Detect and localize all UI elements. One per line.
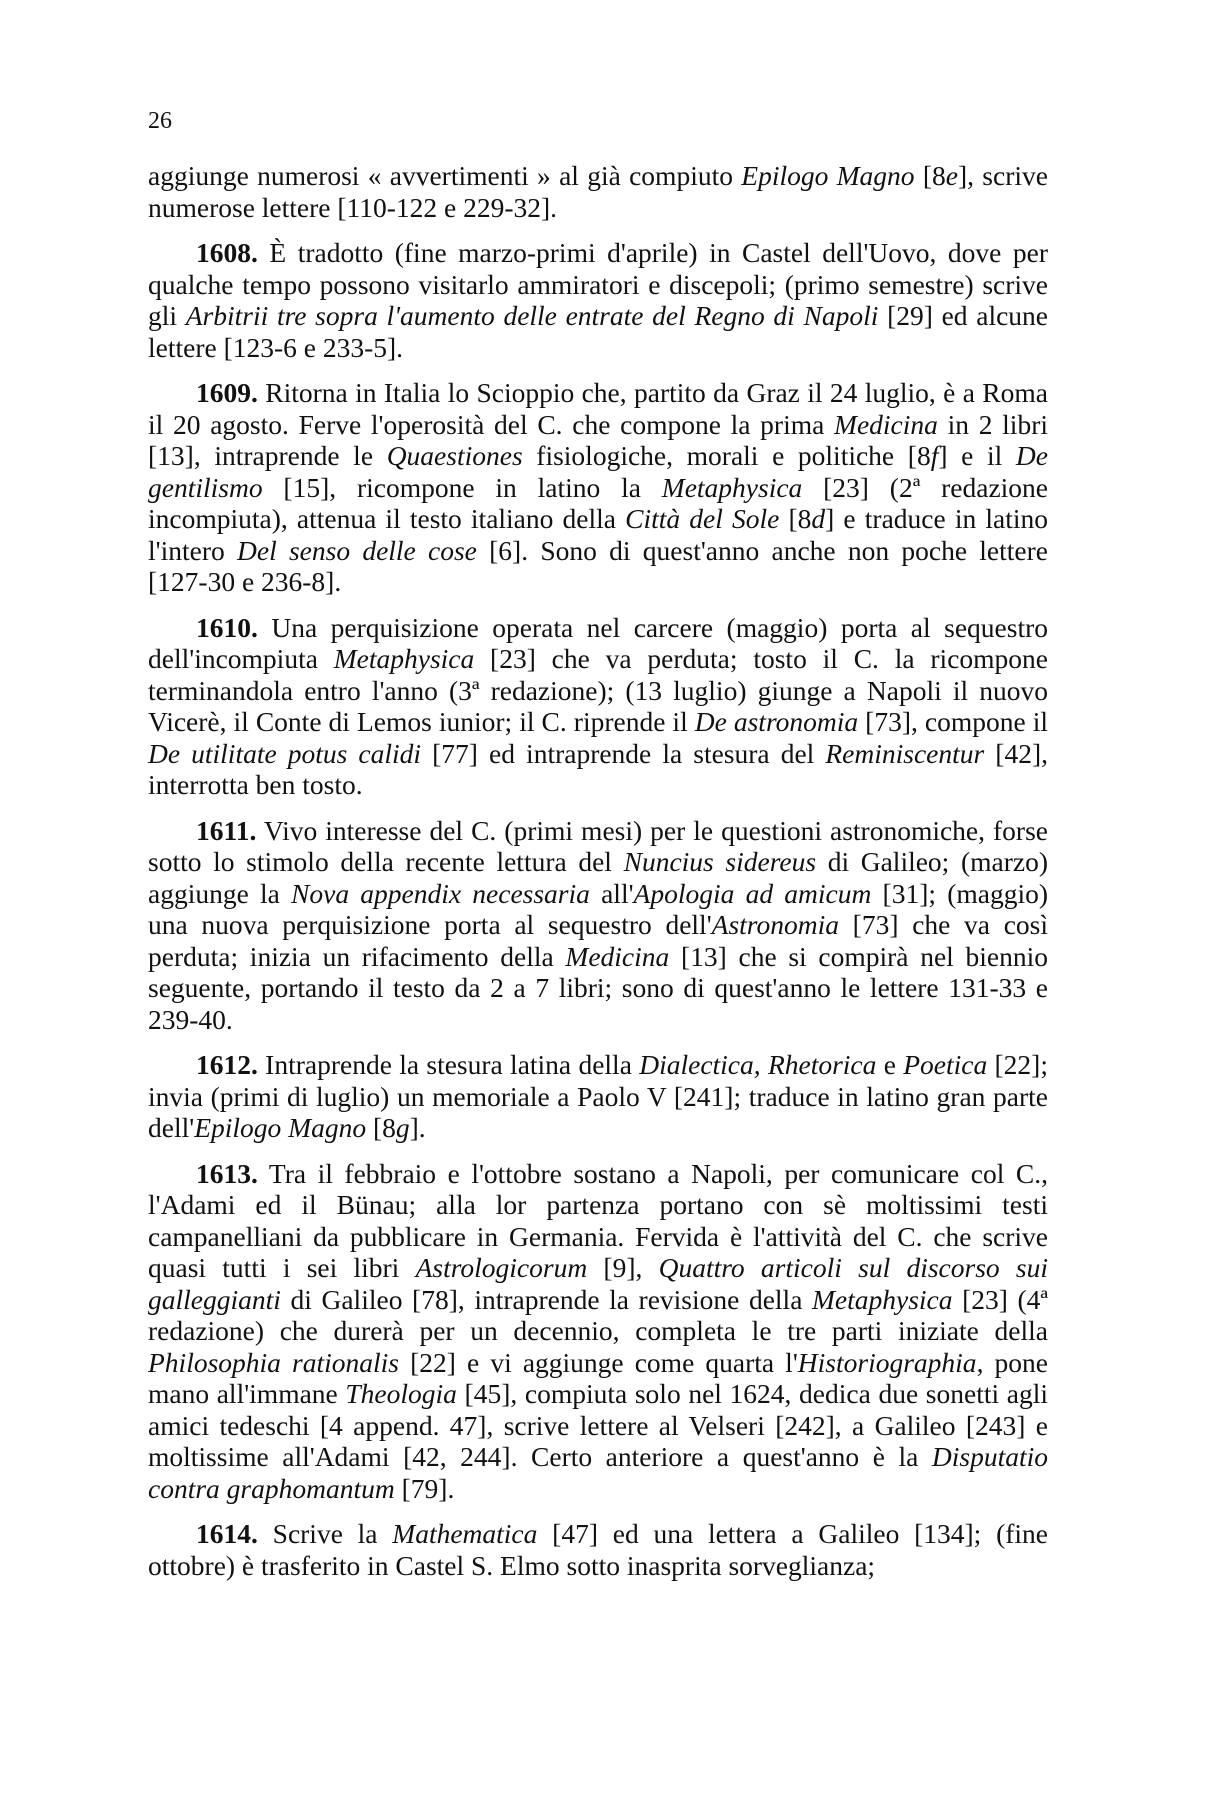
year-entry-paragraph [148,612,1048,801]
paragraph-text: fisiologiche, morali e politiche [8 [522,440,931,471]
year-entry-paragraph [148,1158,1048,1505]
italic-title-text: Apologia ad amicum [633,877,872,909]
continuation-paragraph [148,160,1048,223]
italic-title-text: Medicina [565,940,670,972]
italic-title-text: Epilogo Magno [194,1112,367,1143]
paragraph-text: aggiunge numerosi « avvertimenti » al già compiuto [148,160,742,191]
italic-title-text: Nuncius sidereus [623,846,817,877]
paragraph-text: in 2 libri [13], intraprende le [148,408,1048,471]
paragraph-text: Scrive la [257,1518,393,1549]
italic-title-text: Philosophia rationalis [148,1346,399,1378]
italic-title-text: Disputatio contra graphomantum [148,1441,1048,1504]
year-heading: 1614. [196,1518,258,1549]
italic-title-text: Reminiscentur [825,737,985,769]
italic-title-text: Metaphysica [661,471,803,503]
paragraph-text: [31]; (maggio) una nuova perquisizione porta al sequestro dell' [148,877,1048,940]
paragraph-text: [8 [779,503,812,534]
italic-title-text: De utilitate potus calidi [148,737,422,769]
year-heading: 1609. [196,377,258,408]
paragraph-text: [13] che si compirà nel biennio seguente, portando il testo da 2 a 7 libri; sono di quest'anno le lettere 131-33 e 239-40. [148,940,1048,1035]
paragraph-text: ] e traduce in latino l'intero [148,503,1048,566]
italic-title-text: d [811,503,826,534]
paragraph-text: di Galileo [78], intraprende la revisione della [280,1283,812,1315]
paragraph-text: Ritorna in Italia lo Scioppio che, partito da Graz il 24 luglio, è a Roma il 20 agosto. Ferve l'operosità del C. che compone la prima [148,377,1048,440]
paragraph-text: di Galileo; (marzo) aggiunge la [148,846,1049,909]
italic-title-text: Epilogo Magno [741,160,915,191]
paragraph-text: [73], compone il [858,706,1048,737]
paragraph-text: [47] ed una lettera a Galileo [134]; (fine ottobre) è trasferito in Castel S. Elmo sotto inasprita sorveglianza; [148,1518,1048,1581]
year-entry-paragraph [148,815,1048,1036]
paragraph-text: Tra il febbraio e l'ottobre sostano a Napoli, per comunicare col C., l'Adami ed il Bünau; alla lor partenza portano con sè moltissimi testi campanelliani da pubblicare in Germania. Fervida è l'attività del C. che scrive quasi tutti i sei libri [148,1157,1048,1283]
italic-title-text: Theologia [345,1378,457,1409]
paragraph-text: ] e il [938,440,1016,471]
italic-title-text: Medicina [834,408,938,440]
italic-title-text: f [930,440,939,471]
paragraph-text: [45], compiuta solo nel 1624, dedica due sonetti agli amici tedeschi [4 append. 47], scrive lettere al Velseri [242], a Galileo [243] e moltissime all'Adami [42, 244]. Certo anteriore a quest'anno è la [148,1378,1048,1472]
italic-title-text: Del senso delle cose [237,534,477,566]
italic-title-text: Mathematica [392,1518,538,1549]
paragraph-text: e [876,1049,904,1080]
italic-title-text: Quaestiones [386,440,523,471]
paragraph-text: [29] ed alcune lettere [123-6 e 233-5]. [148,300,1049,363]
italic-title-text: De gentilismo [148,440,1048,503]
italic-title-text: De astronomia [694,706,859,737]
italic-title-text: Dialectica, Rhetorica [639,1049,877,1080]
paragraph-text: Una perquisizione operata nel carcere (maggio) porta al sequestro dell'incompiuta [148,611,1048,674]
paragraph-text: [23] (2ª redazione incompiuta), attenua il testo italiano della [148,471,1048,534]
year-entry-paragraph [148,1049,1048,1144]
italic-title-text: Historiographia [797,1346,977,1378]
paragraph-text: Vivo interesse del C. (primi mesi) per le questioni astronomiche, forse sotto lo stimolo della recente lettura del [148,814,1048,877]
page-number: 26 [148,108,172,134]
paragraph-text: [23] che va perduta; tosto il C. la ricompone terminandola entro l'anno (3ª redazione); (13 luglio) giunge a Napoli il nuovo Vicerè, il Conte di Lemos iunior; il C. riprende il [148,643,1048,737]
paragraph-text: [6]. Sono di quest'anno anche non poche lettere [127-30 e 236-8]. [148,534,1048,597]
italic-title-text: Metaphysica [333,643,475,674]
year-entry-paragraph [148,1518,1048,1581]
paragraph-text: [42], interrotta ben tosto. [148,737,1048,800]
paragraph-text: [15], ricompone in latino la [262,471,662,503]
paragraph-text: ], scrive numerose lettere [110-122 e 229-32]. [148,160,1048,223]
paragraph-text: È tradotto (fine marzo-primi d'aprile) in Castel dell'Uovo, dove per qualche tempo possono visitarlo ammiratori e discepoli; (primo semestre) scrive gli [148,237,1048,331]
italic-title-text: Astronomia [711,909,839,940]
italic-title-text: e [945,160,958,191]
italic-title-text: Astrologicorum [415,1252,588,1283]
paragraph-text: [79]. [394,1472,455,1504]
paragraph-text: [22] e vi aggiunge come quarta l' [399,1346,798,1378]
year-heading: 1610. [196,611,258,643]
year-heading: 1612. [196,1049,258,1080]
paragraph-text: all' [589,877,634,909]
paragraph-text: [9], [587,1252,659,1283]
italic-title-text: Quattro articoli sul discorso sui galleggianti [148,1252,1048,1315]
italic-title-text: g [395,1112,410,1143]
year-heading: 1613. [196,1157,258,1189]
year-heading: 1611. [196,814,257,846]
year-heading: 1608. [196,237,258,268]
paragraph-text: , pone mano all'immane [148,1346,1048,1409]
year-entry-paragraph [148,237,1048,363]
paragraph-text: [23] (4ª redazione) che durerà per un decennio, completa le tre parti iniziate della [148,1283,1049,1346]
italic-title-text: Città del Sole [625,503,780,534]
paragraph-text: [77] ed intraprende la stesura del [421,737,826,769]
italic-title-text: Nova appendix necessaria [291,877,590,909]
italic-title-text: Poetica [903,1049,988,1080]
paragraph-text: [22]; invia (primi di luglio) un memoriale a Paolo V [241]; traduce in latino gran parte dell' [148,1049,1048,1143]
italic-title-text: Metaphysica [812,1283,953,1315]
paragraph-text: [73] che va così perduta; inizia un rifacimento della [148,909,1049,972]
paragraph-text: Intraprende la stesura latina della [257,1049,640,1080]
italic-title-text: Arbitrii tre sopra l'aumento delle entrate del Regno di Napoli [185,300,879,331]
body-text [148,160,1048,1595]
paragraph-text: [8 [366,1112,396,1143]
paragraph-text: [8 [914,160,946,191]
paragraph-text: ]. [409,1112,426,1143]
year-entry-paragraph [148,377,1048,598]
